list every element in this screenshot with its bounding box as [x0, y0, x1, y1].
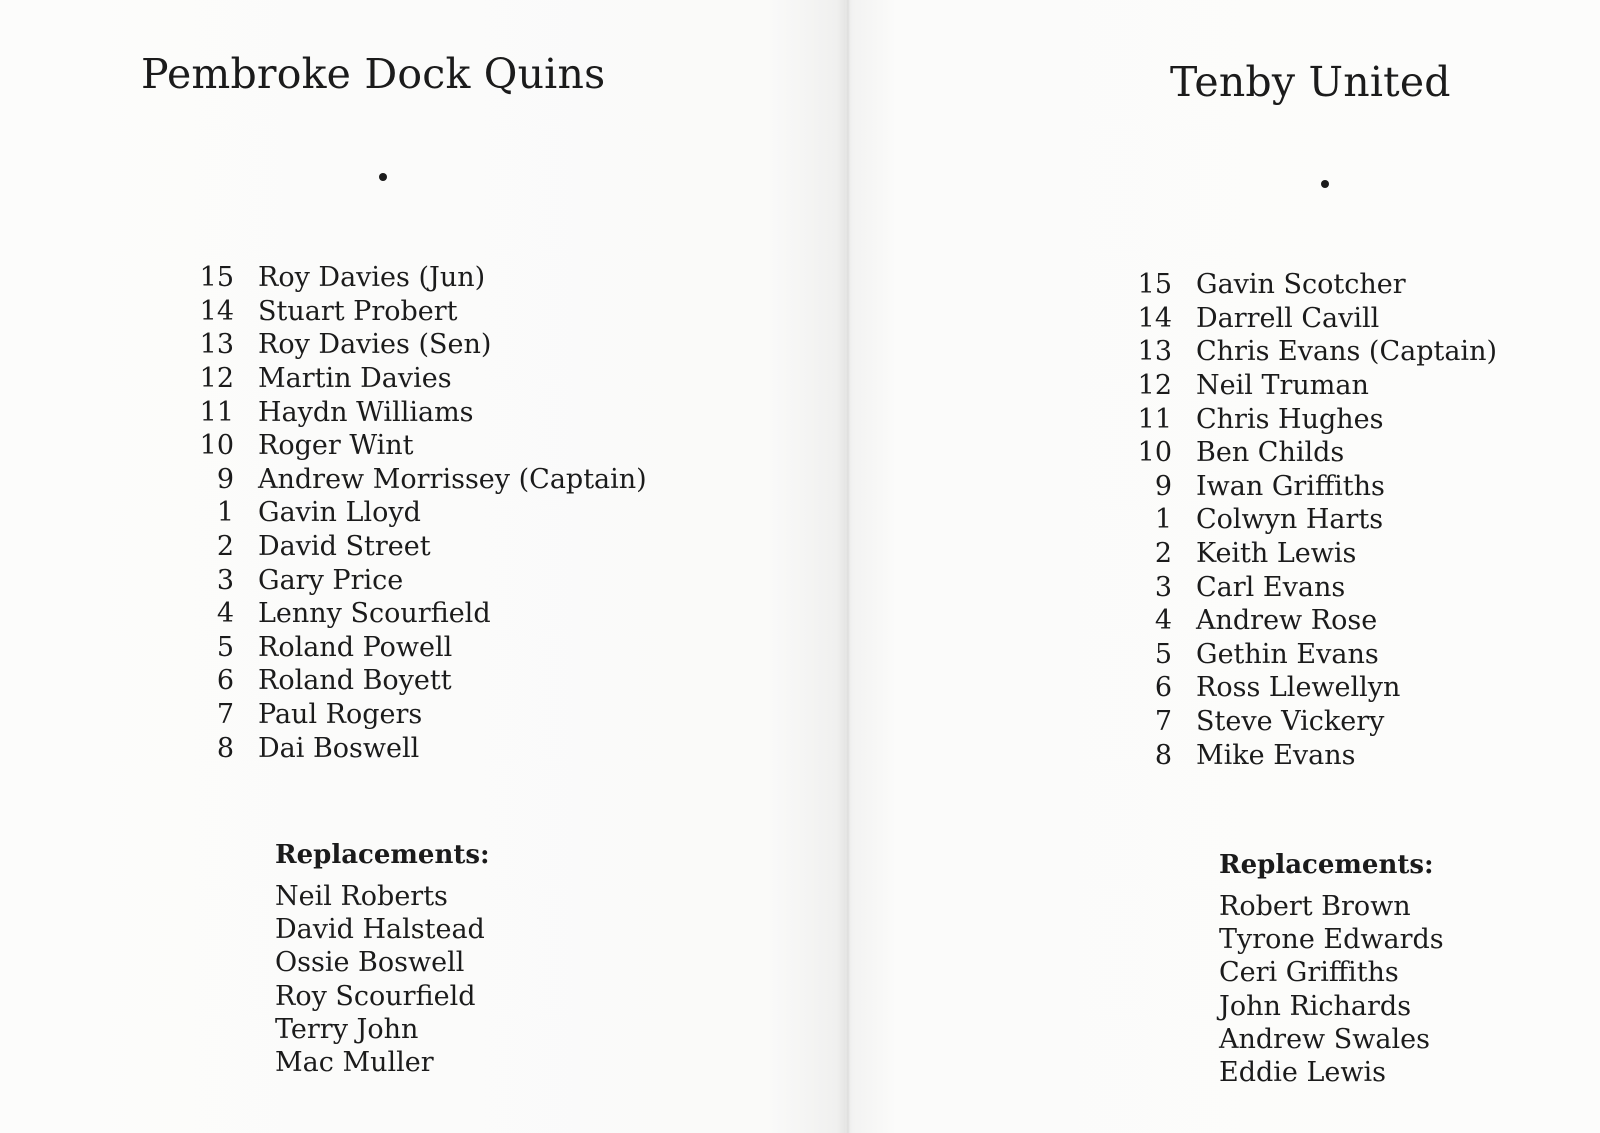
- shirt-number: 9: [216, 463, 234, 495]
- player-name: Dai Boswell: [258, 732, 420, 764]
- player-row: [1136, 671, 1497, 705]
- player-row: [1136, 738, 1497, 772]
- player-row: [198, 530, 647, 564]
- shirt-number: 2: [216, 531, 234, 563]
- player-name: Chris Evans (Captain): [1196, 336, 1497, 368]
- player-name: Paul Rogers: [258, 699, 423, 731]
- player-name: Steve Vickery: [1196, 706, 1385, 738]
- player-row: [1136, 369, 1497, 403]
- player-row: [198, 328, 647, 362]
- player-row: [198, 631, 647, 665]
- shirt-number: 8: [1154, 739, 1172, 771]
- player-row: [198, 395, 647, 429]
- home-replacements-list: [275, 880, 490, 1079]
- shirt-number: 10: [199, 430, 234, 462]
- home-team-lineup: [198, 261, 647, 765]
- player-row: [198, 362, 647, 396]
- player-name: Ross Llewellyn: [1196, 672, 1401, 704]
- player-row: [198, 295, 647, 329]
- shirt-number: 6: [1154, 672, 1172, 704]
- player-name: Roy Davies (Sen): [258, 329, 492, 361]
- player-name: Carl Evans: [1196, 571, 1346, 603]
- player-row: [1136, 402, 1497, 436]
- shirt-number: 4: [1154, 605, 1172, 637]
- replacement-player-name: John Richards: [1219, 990, 1412, 1022]
- player-name: David Street: [258, 531, 431, 563]
- player-row: [1136, 705, 1497, 739]
- player-row: [198, 563, 647, 597]
- player-row: [1136, 537, 1497, 571]
- shirt-number: 1: [1154, 504, 1172, 536]
- player-row: [1136, 604, 1497, 638]
- replacement-player-name: Ossie Boswell: [275, 947, 465, 979]
- shirt-number: 12: [1137, 370, 1172, 402]
- player-name: Darrell Cavill: [1196, 302, 1380, 334]
- bullet-dot-icon: [379, 173, 387, 181]
- replacement-player-name: Mac Muller: [275, 1046, 434, 1078]
- away-team-page: [850, 0, 1600, 1133]
- player-row: [198, 597, 647, 631]
- player-name: Stuart Probert: [258, 295, 458, 327]
- replacement-player-name: Terry John: [275, 1013, 419, 1045]
- player-row: [1136, 335, 1497, 369]
- player-name: Mike Evans: [1196, 739, 1356, 771]
- player-name: Andrew Morrissey (Captain): [258, 463, 647, 495]
- player-row: [198, 429, 647, 463]
- shirt-number: 10: [1137, 437, 1172, 469]
- player-row: [198, 463, 647, 497]
- player-name: Gavin Scotcher: [1196, 269, 1406, 301]
- shirt-number: 9: [1154, 470, 1172, 502]
- player-name: Keith Lewis: [1196, 538, 1357, 570]
- player-name: Iwan Griffiths: [1196, 470, 1385, 502]
- player-name: Lenny Scourfield: [258, 598, 491, 630]
- player-row: [1136, 503, 1497, 537]
- player-name: Roy Davies (Jun): [258, 262, 486, 294]
- shirt-number: 11: [199, 396, 234, 428]
- shirt-number: 11: [1137, 403, 1172, 435]
- player-name: Chris Hughes: [1196, 403, 1384, 435]
- away-team-title: Tenby United: [1170, 58, 1451, 106]
- replacement-player-name: Neil Roberts: [275, 881, 448, 912]
- player-row: [198, 664, 647, 698]
- replacement-player-name: David Halstead: [275, 914, 485, 946]
- shirt-number: 2: [1154, 538, 1172, 570]
- shirt-number: 14: [1137, 302, 1172, 334]
- shirt-number: 7: [216, 699, 234, 731]
- away-team-replacements: [1219, 850, 1444, 1089]
- player-name: Colwyn Harts: [1196, 504, 1384, 536]
- player-name: Roland Powell: [258, 631, 453, 663]
- player-row: [1136, 470, 1497, 504]
- player-name: Roger Wint: [258, 430, 414, 462]
- shirt-number: 6: [216, 665, 234, 697]
- player-name: Gethin Evans: [1196, 638, 1379, 670]
- player-name: Neil Truman: [1196, 370, 1369, 402]
- player-row: [1136, 638, 1497, 672]
- player-row: [198, 731, 647, 765]
- replacement-player-name: Eddie Lewis: [1219, 1056, 1386, 1088]
- player-name: Ben Childs: [1196, 437, 1345, 469]
- player-name: Andrew Rose: [1196, 605, 1378, 637]
- player-row: [1136, 268, 1497, 302]
- shirt-number: 13: [199, 329, 234, 361]
- shirt-number: 7: [1154, 706, 1172, 738]
- shirt-number: 13: [1137, 336, 1172, 368]
- replacements-heading: Replacements:: [275, 840, 490, 870]
- player-row: [1136, 570, 1497, 604]
- player-name: Martin Davies: [258, 363, 452, 395]
- home-team-title: Pembroke Dock Quins: [141, 50, 606, 98]
- away-replacements-list: [1219, 890, 1444, 1089]
- player-row: [1136, 302, 1497, 336]
- player-name: Gary Price: [258, 564, 404, 596]
- shirt-number: 4: [216, 598, 234, 630]
- replacement-player-name: Roy Scourfield: [275, 980, 476, 1012]
- replacement-player-name: Tyrone Edwards: [1219, 924, 1444, 956]
- shirt-number: 12: [199, 363, 234, 395]
- player-name: Haydn Williams: [258, 396, 474, 428]
- shirt-number: 14: [199, 295, 234, 327]
- shirt-number: 3: [216, 564, 234, 596]
- player-row: [1136, 436, 1497, 470]
- replacement-player-name: Andrew Swales: [1219, 1023, 1430, 1055]
- replacement-player-name: Robert Brown: [1219, 891, 1411, 922]
- shirt-number: 8: [216, 732, 234, 764]
- shirt-number: 1: [216, 497, 234, 529]
- player-name: Roland Boyett: [258, 665, 452, 697]
- bullet-dot-icon: [1321, 180, 1329, 188]
- shirt-number: 15: [1137, 269, 1172, 301]
- home-team-replacements: [275, 840, 490, 1079]
- shirt-number: 5: [1154, 638, 1172, 670]
- away-team-lineup: [1136, 268, 1497, 772]
- shirt-number: 3: [1154, 571, 1172, 603]
- player-row: [198, 496, 647, 530]
- player-row: [198, 698, 647, 732]
- replacements-heading: Replacements:: [1219, 850, 1434, 880]
- shirt-number: 5: [216, 631, 234, 663]
- replacement-player-name: Ceri Griffiths: [1219, 957, 1399, 989]
- player-name: Gavin Lloyd: [258, 497, 421, 529]
- shirt-number: 15: [199, 262, 234, 294]
- player-row: [198, 261, 647, 295]
